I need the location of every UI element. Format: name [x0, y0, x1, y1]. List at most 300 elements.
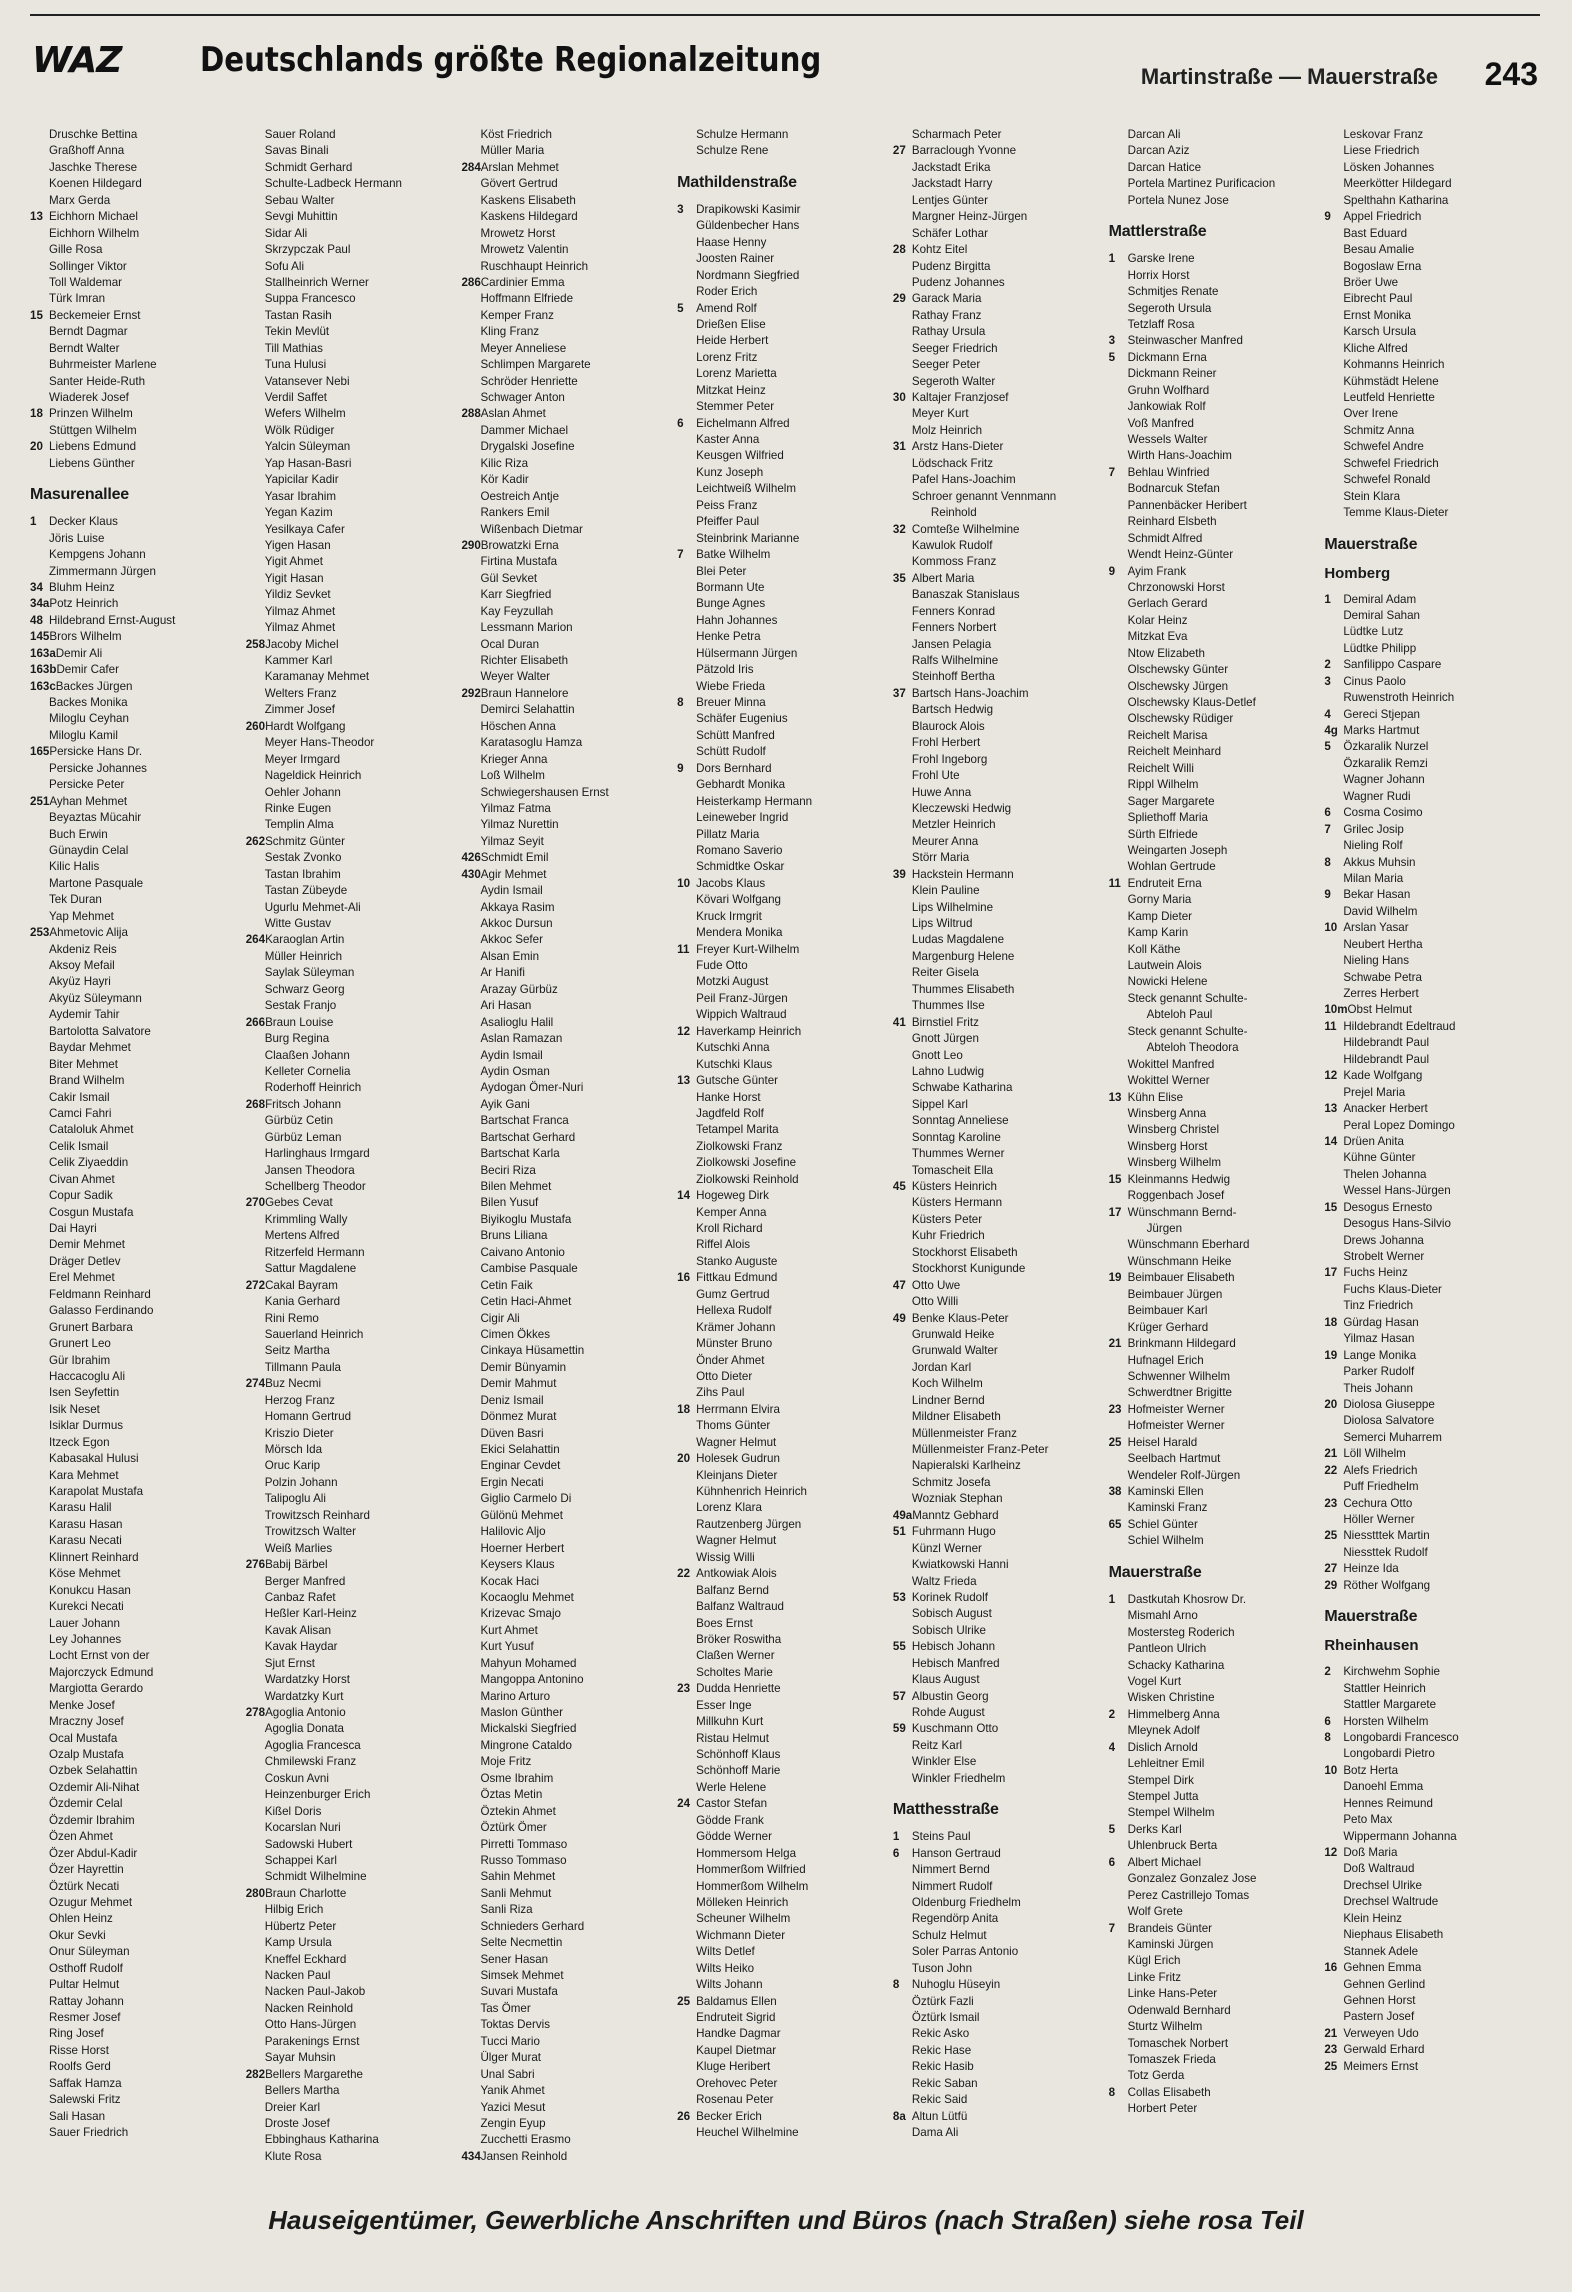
resident-name: Segeroth Ursula	[1127, 301, 1212, 315]
resident-name: Martone Pasquale	[49, 876, 144, 890]
directory-entry	[677, 1435, 885, 1451]
directory-entry	[30, 1254, 238, 1270]
resident-name: Schwiegershausen Ernst	[480, 785, 609, 799]
resident-name: Holesek Gudrun	[696, 1452, 780, 1466]
resident-name: Akdeniz Reis	[49, 942, 117, 956]
resident-name: Zerres Herbert	[1343, 987, 1419, 1000]
house-number: 282	[245, 2067, 266, 2081]
directory-entry	[1324, 1364, 1532, 1380]
directory-entry	[246, 242, 454, 258]
directory-entry	[1324, 1796, 1532, 1812]
directory-entry	[1109, 1921, 1317, 1937]
directory-entry	[893, 1475, 1101, 1491]
resident-name: Lips Wiltrud	[911, 917, 973, 930]
resident-name: Ayhan Mehmet	[49, 794, 128, 808]
directory-entry	[30, 991, 238, 1007]
resident-name: Rankers Emil	[480, 506, 550, 520]
resident-name: Anacker Herbert	[1343, 1102, 1428, 1116]
resident-name: Esser Inge	[696, 1698, 752, 1712]
resident-name: Handke Dagmar	[696, 2027, 781, 2041]
resident-name: Collas Elisabeth	[1127, 2085, 1211, 2099]
resident-name: Parker Rudolf	[1343, 1365, 1415, 1379]
directory-entry	[893, 1376, 1101, 1392]
directory-entry	[461, 735, 669, 751]
resident-name: Gehnen Gerlind	[1343, 1977, 1426, 1991]
resident-name: Schwager Anton	[480, 391, 565, 404]
resident-name: Bormann Ute	[696, 580, 765, 594]
directory-entry	[677, 1188, 885, 1204]
resident-name: Semerci Muharrem	[1343, 1430, 1442, 1444]
resident-name: Zimmermann Jürgen	[49, 564, 156, 578]
directory-entry	[1109, 1533, 1317, 1549]
resident-name: Roder Erich	[696, 285, 758, 299]
directory-entry	[30, 357, 238, 373]
house-number: 17	[1108, 1205, 1122, 1219]
resident-name: Gonzalez Gonzalez Jose	[1127, 1872, 1257, 1886]
directory-entry	[1324, 592, 1532, 608]
resident-name: Civan Ahmet	[49, 1172, 115, 1186]
directory-entry	[1109, 1122, 1317, 1138]
directory-entry	[246, 472, 454, 488]
resident-name: Berger Manfred	[264, 1574, 346, 1588]
resident-name: Küsters Peter	[911, 1212, 983, 1226]
directory-entry	[461, 1458, 669, 1474]
directory-entry	[677, 892, 885, 908]
directory-entry	[1109, 580, 1317, 596]
directory-entry	[246, 1442, 454, 1458]
directory-entry	[677, 2026, 885, 2042]
directory-entry	[30, 1090, 238, 1106]
directory-entry	[30, 1139, 238, 1155]
directory-entry	[677, 514, 885, 530]
directory-entry	[246, 193, 454, 209]
directory-entry	[246, 275, 454, 291]
resident-name: Feldmann Reinhard	[49, 1287, 151, 1301]
resident-name: Herzog Franz	[264, 1393, 335, 1407]
resident-name: Fuchs Klaus-Dieter	[1343, 1282, 1442, 1296]
resident-name: Wokittel Manfred	[1127, 1057, 1215, 1071]
directory-entry	[461, 1623, 669, 1639]
resident-name: Cechura Otto	[1343, 1496, 1413, 1510]
resident-name: Kay Feyzullah	[480, 604, 554, 618]
directory-entry	[893, 1393, 1101, 1409]
directory-entry	[30, 744, 238, 760]
house-number: 28	[892, 243, 906, 257]
directory-entry	[893, 1738, 1101, 1754]
directory-entry	[893, 719, 1101, 735]
resident-name: Doß Maria	[1343, 1846, 1398, 1859]
resident-name: Ozalp Mustafa	[49, 1748, 124, 1761]
directory-entry	[1109, 1690, 1317, 1706]
house-number: 18	[30, 407, 43, 421]
directory-entry	[1324, 756, 1532, 772]
house-number: 9	[1324, 210, 1331, 224]
directory-entry	[461, 1097, 669, 1113]
directory-entry	[461, 341, 669, 357]
directory-entry	[893, 1508, 1101, 1524]
directory-entry	[893, 702, 1101, 718]
house-number: 284	[461, 160, 481, 174]
directory-entry	[677, 1747, 885, 1763]
street-range: Martinstraße — Mauerstraße	[1140, 64, 1438, 89]
house-number: 20	[30, 440, 43, 454]
directory-entry	[893, 456, 1101, 472]
directory-entry	[30, 1484, 238, 1500]
resident-name: Wardatzky Horst	[264, 1673, 350, 1687]
resident-name: Bartschat Franca	[480, 1114, 569, 1128]
resident-name: Winkler Else	[911, 1755, 977, 1769]
directory-entry	[677, 695, 885, 711]
resident-name: Ozugur Mehmet	[49, 1895, 133, 1909]
resident-name: Pudenz Birgitta	[911, 259, 991, 273]
directory-entry	[677, 1698, 885, 1714]
resident-name: Garske Irene	[1127, 252, 1195, 266]
directory-entry	[1324, 1381, 1532, 1397]
resident-name: Agir Mehmet	[480, 867, 547, 881]
directory-entry	[246, 1015, 454, 1031]
directory-entry	[246, 1787, 454, 1803]
house-number: 32	[892, 522, 906, 536]
resident-name: Sippel Karl	[911, 1097, 968, 1111]
directory-entry	[1109, 284, 1317, 300]
resident-name: Zucchetti Erasmo	[480, 2133, 571, 2147]
directory-entry	[1109, 613, 1317, 629]
directory-entry	[30, 1468, 238, 1484]
directory-entry	[893, 1343, 1101, 1359]
directory-entry	[1109, 448, 1317, 464]
resident-name: Burg Regina	[264, 1032, 330, 1046]
directory-entry	[1324, 674, 1532, 690]
resident-name: Köse Mehmet	[49, 1567, 121, 1581]
directory-entry	[461, 867, 669, 883]
resident-name: Blaurock Alois	[911, 719, 985, 733]
resident-name: Coskun Avni	[264, 1771, 329, 1785]
directory-entry	[246, 1656, 454, 1672]
directory-entry	[1324, 822, 1532, 838]
resident-name: Mraczny Josef	[49, 1715, 124, 1729]
directory-entry	[893, 2026, 1101, 2042]
directory-entry	[30, 193, 238, 209]
directory-entry	[1324, 624, 1532, 640]
resident-name: Leutfeld Henriette	[1343, 391, 1435, 404]
resident-name: Gürdag Hasan	[1343, 1315, 1419, 1329]
resident-name: Bunge Agnes	[696, 597, 766, 611]
house-number: 7	[1324, 822, 1331, 836]
resident-name: Steins Paul	[911, 1830, 971, 1844]
directory-entry	[1109, 1320, 1317, 1336]
resident-name: Winsberg Anna	[1127, 1106, 1207, 1120]
house-number: 37	[892, 686, 906, 700]
resident-name: Kamp Ursula	[264, 1936, 332, 1950]
resident-name: Okur Sevki	[49, 1928, 106, 1942]
resident-name: Meyer Hans-Theodor	[264, 736, 375, 750]
directory-entry	[30, 629, 238, 645]
resident-name: Benke Klaus-Peter	[911, 1311, 1009, 1325]
resident-name: Yegan Kazim	[264, 506, 333, 520]
resident-name: Majorczyck Edmund	[49, 1665, 154, 1679]
directory-entry	[246, 1031, 454, 1047]
resident-name: Millkuhn Kurt	[696, 1715, 764, 1729]
house-number: 13	[30, 210, 43, 224]
resident-name: Portela Nunez Jose	[1127, 193, 1229, 207]
directory-entry	[1109, 1024, 1317, 1040]
resident-name: Osme Ibrahim	[480, 1771, 554, 1785]
resident-name: Jordan Karl	[911, 1360, 972, 1374]
resident-name: Harlinghaus Irmgard	[264, 1147, 370, 1161]
directory-entry	[1324, 1977, 1532, 1993]
directory-entry	[1324, 143, 1532, 159]
directory-entry	[30, 1731, 238, 1747]
house-number: 12	[677, 1024, 691, 1038]
resident-name: Wagner Helmut	[696, 1534, 777, 1548]
directory-entry	[461, 900, 669, 916]
resident-name: Giglio Carmelo Di	[480, 1492, 572, 1506]
directory-entry	[1324, 209, 1532, 225]
resident-name: Fenners Konrad	[911, 604, 996, 618]
resident-name: Pafel Hans-Joachim	[911, 473, 1016, 487]
directory-entry	[461, 324, 669, 340]
directory-entry	[1109, 350, 1317, 366]
resident-name: Karasu Necati	[49, 1534, 122, 1548]
resident-name: Claaßen Johann	[264, 1048, 350, 1062]
resident-name: Celik Ismail	[49, 1139, 109, 1153]
directory-entry	[30, 794, 238, 810]
resident-name: Olschewsky Jürgen	[1127, 679, 1229, 693]
directory-entry	[1109, 514, 1317, 530]
directory-entry	[30, 1073, 238, 1089]
directory-entry	[677, 810, 885, 826]
resident-name: Klein Heinz	[1343, 1911, 1402, 1925]
resident-name: Droste Josef	[264, 2116, 330, 2130]
resident-name: Richter Elisabeth	[480, 654, 569, 667]
directory-entry	[1109, 2003, 1317, 2019]
resident-name: Özen Ahmet	[49, 1830, 113, 1844]
resident-name: Beckemeier Ernst	[49, 308, 141, 322]
directory-entry	[893, 2043, 1101, 2059]
directory-entry	[893, 1228, 1101, 1244]
directory-entry	[677, 1731, 885, 1747]
resident-name: Bartsch Hans-Joachim	[911, 686, 1029, 700]
resident-name: Dammer Michael	[480, 423, 569, 437]
resident-name: Gille Rosa	[49, 243, 103, 257]
directory-entry	[1109, 268, 1317, 284]
resident-name: Ocal Mustafa	[49, 1731, 118, 1745]
resident-name: Wendeler Rolf-Jürgen	[1127, 1468, 1241, 1482]
directory-entry	[1324, 805, 1532, 821]
house-number: 270	[245, 1196, 266, 1210]
directory-entry	[461, 571, 669, 587]
directory-entry	[246, 1541, 454, 1557]
directory-entry	[461, 1426, 669, 1442]
resident-name: Boes Ernst	[696, 1616, 753, 1630]
resident-name: Meyer Irmgard	[264, 752, 341, 766]
resident-name: Sonntag Karoline	[911, 1130, 1001, 1144]
resident-name: Ralfs Wilhelmine	[911, 654, 999, 667]
directory-entry	[677, 1879, 885, 1895]
resident-name: Napieralski Karlheinz	[911, 1459, 1021, 1473]
house-number: 51	[892, 1525, 906, 1539]
resident-name: Kurekci Necati	[49, 1600, 124, 1614]
resident-name: Lessmann Marion	[480, 621, 573, 635]
resident-name: Persicke Johannes	[49, 761, 147, 775]
resident-name: Klinnert Reinhard	[49, 1550, 139, 1564]
directory-entry	[1109, 2036, 1317, 2052]
directory-entry	[30, 275, 238, 291]
resident-name: Rattay Johann	[49, 1994, 124, 2008]
house-number: 430	[461, 867, 481, 881]
resident-name: Portela Martinez Purificacion	[1127, 177, 1276, 191]
resident-name: Canbaz Rafet	[264, 1590, 336, 1604]
resident-name: Werle Helene	[696, 1780, 767, 1794]
resident-name: Steinwascher Manfred	[1127, 334, 1243, 348]
directory-entry	[1109, 317, 1317, 333]
resident-name: Demir Mahmut	[480, 1377, 557, 1391]
directory-entry	[461, 2100, 669, 2116]
resident-name: Sener Hasan	[480, 1952, 549, 1966]
directory-entry	[246, 1426, 454, 1442]
directory-entry	[461, 1491, 669, 1507]
directory-entry	[246, 308, 454, 324]
directory-entry	[1324, 1413, 1532, 1429]
house-number: 163a	[30, 646, 56, 660]
directory-entry	[677, 333, 885, 349]
resident-name: Batke Wilhelm	[696, 548, 771, 562]
resident-name: Voß Manfred	[1127, 416, 1194, 430]
house-number: 165	[30, 745, 50, 759]
directory-entry	[677, 794, 885, 810]
resident-name: Bröer Uwe	[1343, 275, 1399, 289]
resident-name: Kocak Haci	[480, 1574, 540, 1588]
house-number: 25	[1108, 1435, 1122, 1449]
directory-entry	[246, 1919, 454, 1935]
resident-name: Toktas Dervis	[480, 2018, 551, 2032]
resident-name: Kruck Irmgrit	[696, 909, 762, 923]
resident-name: Störr Maria	[911, 851, 970, 865]
directory-entry	[246, 127, 454, 143]
directory-entry	[30, 1862, 238, 1878]
resident-name: Deniz Ismail	[480, 1393, 544, 1407]
directory-entry	[30, 1780, 238, 1796]
resident-name: Pillatz Maria	[696, 827, 760, 841]
resident-name: Desogus Ernesto	[1343, 1200, 1433, 1214]
resident-name: Schiel Günter	[1127, 1517, 1198, 1531]
resident-name: Hofmeister Werner	[1127, 1402, 1225, 1416]
directory-entry	[677, 416, 885, 432]
street-heading: Mauerstraße	[1108, 1563, 1202, 1581]
directory-entry	[677, 1665, 885, 1681]
resident-name: Wippermann Johanna	[1343, 1829, 1457, 1843]
resident-name: Aydin Ismail	[480, 1048, 543, 1062]
directory-entry	[1324, 1298, 1532, 1314]
resident-name: Albert Michael	[1127, 1855, 1202, 1869]
resident-name: Akkaya Rasim	[480, 900, 555, 914]
resident-name: Yilmaz Ahmet	[264, 621, 336, 635]
directory-entry	[1324, 608, 1532, 624]
resident-name: Schmidt Alfred	[1127, 531, 1203, 545]
directory-entry	[461, 1245, 669, 1261]
resident-name: Bruns Liliana	[480, 1229, 548, 1243]
directory-entry	[893, 1639, 1101, 1655]
directory-entry	[461, 2034, 669, 2050]
resident-name: Linke Fritz	[1127, 1970, 1182, 1984]
house-number: 19	[1108, 1271, 1122, 1285]
resident-name: Kaminski Franz	[1127, 1501, 1208, 1515]
resident-name: Horsten Wilhelm	[1343, 1714, 1429, 1728]
directory-entry	[677, 1911, 885, 1927]
directory-entry	[893, 1879, 1101, 1895]
directory-entry	[461, 604, 669, 620]
house-number: 434	[461, 2149, 481, 2163]
resident-name: Sali Hasan	[49, 2109, 106, 2123]
directory-entry	[461, 1212, 669, 1228]
resident-name: Demir Bünyamin	[480, 1360, 567, 1374]
directory-entry	[461, 291, 669, 307]
resident-name: Gödde Werner	[696, 1830, 772, 1844]
resident-name: Onur Süleyman	[49, 1945, 130, 1959]
resident-name: Sauerland Heinrich	[264, 1327, 364, 1341]
directory-entry	[461, 1146, 669, 1162]
resident-name: Koenen Hildegard	[49, 177, 142, 191]
resident-name: Steck genannt Schulte-	[1127, 991, 1248, 1005]
resident-name: Kügl Erich	[1127, 1954, 1181, 1968]
directory-entry	[246, 1195, 454, 1211]
resident-name: Sestak Zvonko	[264, 851, 342, 865]
resident-name: Sanli Mehmut	[480, 1886, 552, 1900]
directory-entry	[893, 1754, 1101, 1770]
resident-name: Kövari Wolfgang	[696, 893, 782, 907]
directory-entry	[677, 1418, 885, 1434]
directory-entry	[246, 801, 454, 817]
directory-entry	[893, 1278, 1101, 1294]
resident-name: Kluge Heribert	[696, 2060, 771, 2074]
resident-name: Wagner Johann	[1343, 773, 1425, 787]
directory-entry	[893, 1862, 1101, 1878]
resident-name: Mrowetz Horst	[480, 226, 556, 240]
directory-entry	[461, 1771, 669, 1787]
directory-entry	[30, 439, 238, 455]
directory-entry	[461, 785, 669, 801]
directory-entry	[246, 1524, 454, 1540]
resident-name: Schappei Karl	[264, 1853, 337, 1867]
resident-name: Sjut Ernst	[264, 1656, 315, 1670]
resident-name: Rekic Hasib	[911, 2060, 974, 2074]
resident-name: Isiklar Durmus	[49, 1419, 124, 1433]
resident-name: Otto Hans-Jürgen	[264, 2018, 357, 2032]
resident-name: Hufnagel Erich	[1127, 1353, 1204, 1367]
directory-entry	[246, 374, 454, 390]
house-number: 278	[245, 1706, 266, 1719]
directory-entry	[1324, 1681, 1532, 1697]
directory-entry	[677, 646, 885, 662]
directory-entry	[1324, 723, 1532, 739]
resident-name: Potz Heinrich	[49, 597, 119, 611]
directory-entry	[893, 324, 1101, 340]
directory-entry	[1109, 777, 1317, 793]
directory-entry	[1324, 357, 1532, 373]
resident-name: Grilec Josip	[1343, 822, 1404, 836]
resident-name: Lautwein Alois	[1127, 959, 1202, 972]
house-number: 24	[677, 1797, 691, 1811]
house-number: 34a	[30, 597, 50, 611]
resident-name: Günaydin Celal	[49, 843, 129, 857]
directory-entry	[1109, 1073, 1317, 1089]
resident-name: Brand Wilhelm	[49, 1074, 125, 1088]
directory-entry	[1324, 1446, 1532, 1462]
directory-entry	[1324, 456, 1532, 472]
resident-name: Mölleken Heinrich	[696, 1895, 789, 1909]
directory-entry	[30, 1616, 238, 1632]
directory-entry	[1109, 1517, 1317, 1533]
